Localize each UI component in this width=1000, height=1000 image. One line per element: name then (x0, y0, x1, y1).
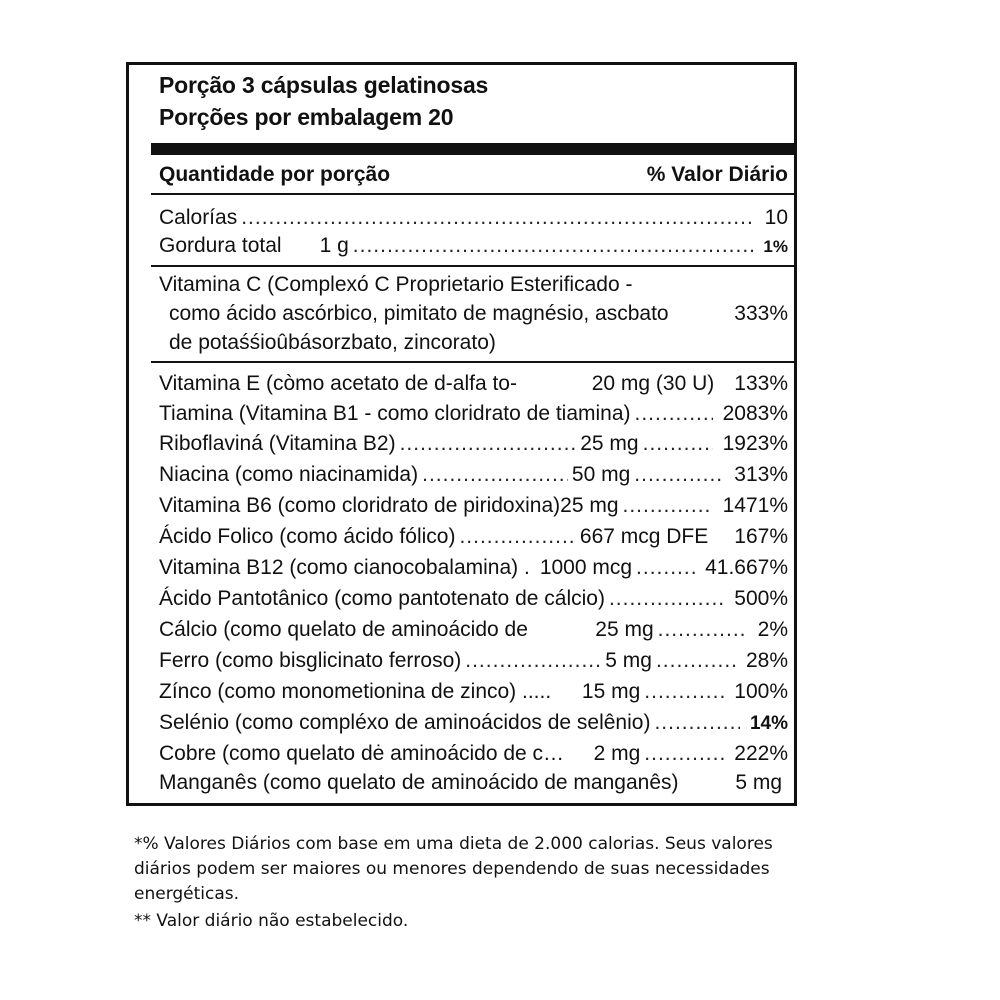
nutrient-amount: 2 mg (593, 742, 641, 765)
nutrient-amount: 1 g (319, 234, 349, 257)
nutrient-name: Zínco (como monometionina de zinco) ..... (159, 680, 552, 703)
nutrient-amount: 25 mg (580, 432, 639, 455)
vitamin-c-line: como ácido ascórbico, pimitato de magnésio, ascbato (169, 302, 669, 325)
nutrient-daily-value: 41.667% (705, 556, 788, 579)
nutrient-name: Niacina (como niacinamida) (159, 463, 419, 486)
dot-leader (656, 647, 736, 675)
footnote-line: energéticas. (134, 884, 240, 904)
dot-leader (636, 554, 695, 582)
nutrient-name: Manganês (como quelato de aminoácido de manganês) (159, 771, 679, 794)
nutrient-daily-value: 1471% (722, 494, 788, 517)
dot-leader (644, 740, 724, 768)
nutrient-row (159, 647, 788, 675)
nutrient-row (159, 740, 788, 768)
nutrient-daily-value: 10 (764, 206, 788, 229)
nutrient-daily-value: 1% (763, 237, 788, 256)
nutrient-name: Ferro (como bisglicinato ferroso) (159, 649, 462, 672)
divider (151, 361, 794, 363)
serving-size: Porção 3 cápsulas gelatinosas (159, 72, 489, 98)
dot-leader (634, 461, 724, 489)
dot-leader (635, 400, 713, 428)
vitamin-c-daily-value: 333% (734, 302, 788, 325)
nutrient-row (159, 769, 788, 797)
nutrient-daily-value: 28% (745, 649, 788, 672)
nutrient-name: Ácido Pantotânico (como pantotenato de cálcio) (159, 587, 605, 610)
dot-leader (654, 709, 740, 737)
divider (151, 193, 794, 195)
nutrient-row-calories (159, 204, 788, 232)
nutrient-name: Tiamina (Vitamina B1 - como cloridrato de tiamina) (159, 402, 631, 425)
nutrient-row (159, 492, 788, 520)
nutrient-row (159, 461, 788, 489)
nutrient-daily-value: 2% (757, 618, 788, 641)
nutrition-facts-panel (126, 62, 797, 806)
nutrient-name: Riboflaviná (Vitamina B2) (159, 432, 396, 455)
nutrient-name: Cálcio (como quelato de aminoácido de (159, 618, 528, 641)
dot-leader (422, 461, 568, 489)
dot-leader (643, 430, 713, 458)
nutrient-name: Vitamina B6 (como cloridrato de piridoxina) (159, 494, 561, 517)
dot-leader (623, 492, 713, 520)
nutrient-row (159, 370, 788, 398)
nutrient-daily-value: 14% (749, 713, 788, 734)
dot-leader (459, 523, 575, 551)
footnote-line: ** Valor diário não estabelecido. (134, 911, 409, 931)
nutrient-daily-value: 313% (734, 463, 788, 486)
nutrient-daily-value: 133% (734, 372, 788, 395)
vitamin-c-line: de potaśśioûbásorzbato, zincorato) (169, 331, 496, 354)
nutrient-row (159, 616, 788, 644)
dot-leader (644, 678, 724, 706)
dot-leader (609, 585, 724, 613)
nutrient-daily-value: 100% (734, 680, 788, 703)
servings-per-package: Porções por embalagem 20 (159, 104, 454, 130)
vitamin-c-line: Vitamina C (Complexó C Proprietario Esterificado - (159, 273, 633, 296)
nutrient-row (159, 523, 788, 551)
nutrient-row (159, 400, 788, 428)
nutrient-amount: 5 mg (605, 649, 652, 672)
nutrient-name: Ácido Folico (como ácido fólico) (159, 525, 456, 548)
nutrient-row (159, 678, 788, 706)
nutrient-amount: 667 mcg DFE (579, 525, 709, 548)
nutrient-amount: 15 mg (581, 680, 641, 703)
nutrient-amount: 1000 mcg (539, 556, 633, 579)
dot-leader (400, 430, 577, 458)
nutrient-amount: 5 mg (735, 771, 782, 794)
divider (151, 265, 794, 267)
nutrient-row (159, 554, 788, 582)
nutrient-row (159, 585, 788, 613)
dot-leader (658, 616, 748, 644)
nutrient-daily-value: 1923% (722, 432, 788, 455)
nutrient-name: Calorías (159, 206, 238, 229)
daily-value-header: % Valor Diário (646, 163, 788, 186)
nutrient-row (159, 430, 788, 458)
amount-per-serving-header: Quantidade por porção (159, 163, 391, 186)
nutrient-name: Vitamina B12 (como cianocobalamina) . (159, 556, 530, 579)
nutrient-amount: 20 mg (30 U) (591, 372, 715, 395)
nutrient-daily-value: 500% (734, 587, 788, 610)
dot-leader (465, 647, 601, 675)
nutrient-daily-value: 167% (734, 525, 788, 548)
nutrient-amount: 25 mg (560, 494, 619, 517)
thick-divider (151, 143, 794, 155)
vitamin-c-block (159, 270, 788, 357)
nutrient-name: Selénio (como compléxo de aminoácidos de selênio) (159, 711, 651, 734)
nutrient-row (159, 709, 788, 737)
nutrient-amount: 25 mg (595, 618, 654, 641)
nutrient-name: Gordura total (159, 234, 282, 257)
dot-leader (241, 204, 754, 232)
nutrient-name: Vitamina E (còmo acetato de d-alfa to- (159, 372, 517, 395)
nutrient-daily-value: 2083% (722, 402, 788, 425)
nutrient-name: Cobre (como quelato dė aminoácido de c… (159, 742, 565, 765)
nutrient-daily-value: 222% (734, 742, 788, 765)
nutrient-row-total-fat (159, 232, 788, 260)
footnote-line: *% Valores Diários com base em uma dieta de 2.000 calorias. Seus valores (134, 834, 773, 854)
footnote-line: diários podem ser maiores ou menores dependendo de suas necessidades (134, 859, 770, 879)
dot-leader (353, 232, 754, 260)
nutrient-amount: 50 mg (571, 463, 631, 486)
